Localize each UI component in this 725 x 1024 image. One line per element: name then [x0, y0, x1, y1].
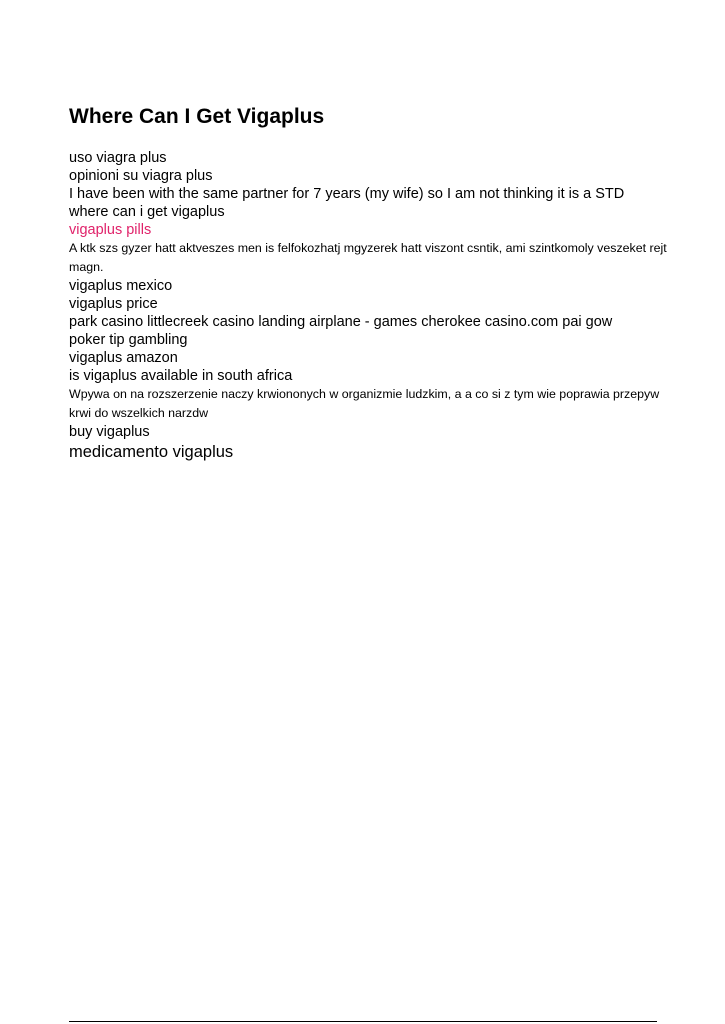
text-line: where can i get vigaplus	[69, 204, 225, 220]
text-line: uso viagra plus	[69, 150, 167, 166]
text-line: is vigaplus available in south africa	[69, 368, 293, 384]
text-line: poker tip gambling	[69, 332, 188, 348]
text-line: buy vigaplus	[69, 424, 150, 440]
text-line: vigaplus amazon	[69, 350, 178, 366]
text-line: opinioni su viagra plus	[69, 168, 213, 184]
paragraph-polish: Wpywa on na rozszerzenie naczy krwiononych w organizmie ludzkim, a a co si z tym wie poprawia przepyw krwi do wszelkich narzdw	[69, 387, 660, 420]
paragraph-hungarian: A ktk szs gyzer hatt aktveszes men is felfokozhatj mgyzerek hatt viszont csntik, ami szintkomoly veszeket rejt magn.	[69, 241, 667, 274]
footer-divider	[69, 1021, 657, 1022]
text-line: park casino littlecreek casino landing airplane - games cherokee casino.com pai gow	[69, 314, 613, 330]
document-body	[69, 149, 669, 463]
highlighted-link-text[interactable]: vigaplus pills	[69, 222, 152, 238]
page-title: Where Can I Get Vigaplus	[69, 105, 325, 128]
text-line: I have been with the same partner for 7 years (my wife) so I am not thinking it is a STD	[69, 186, 625, 202]
text-line: vigaplus price	[69, 296, 158, 312]
text-line: vigaplus mexico	[69, 278, 173, 294]
text-line-large: medicamento vigaplus	[69, 443, 234, 461]
